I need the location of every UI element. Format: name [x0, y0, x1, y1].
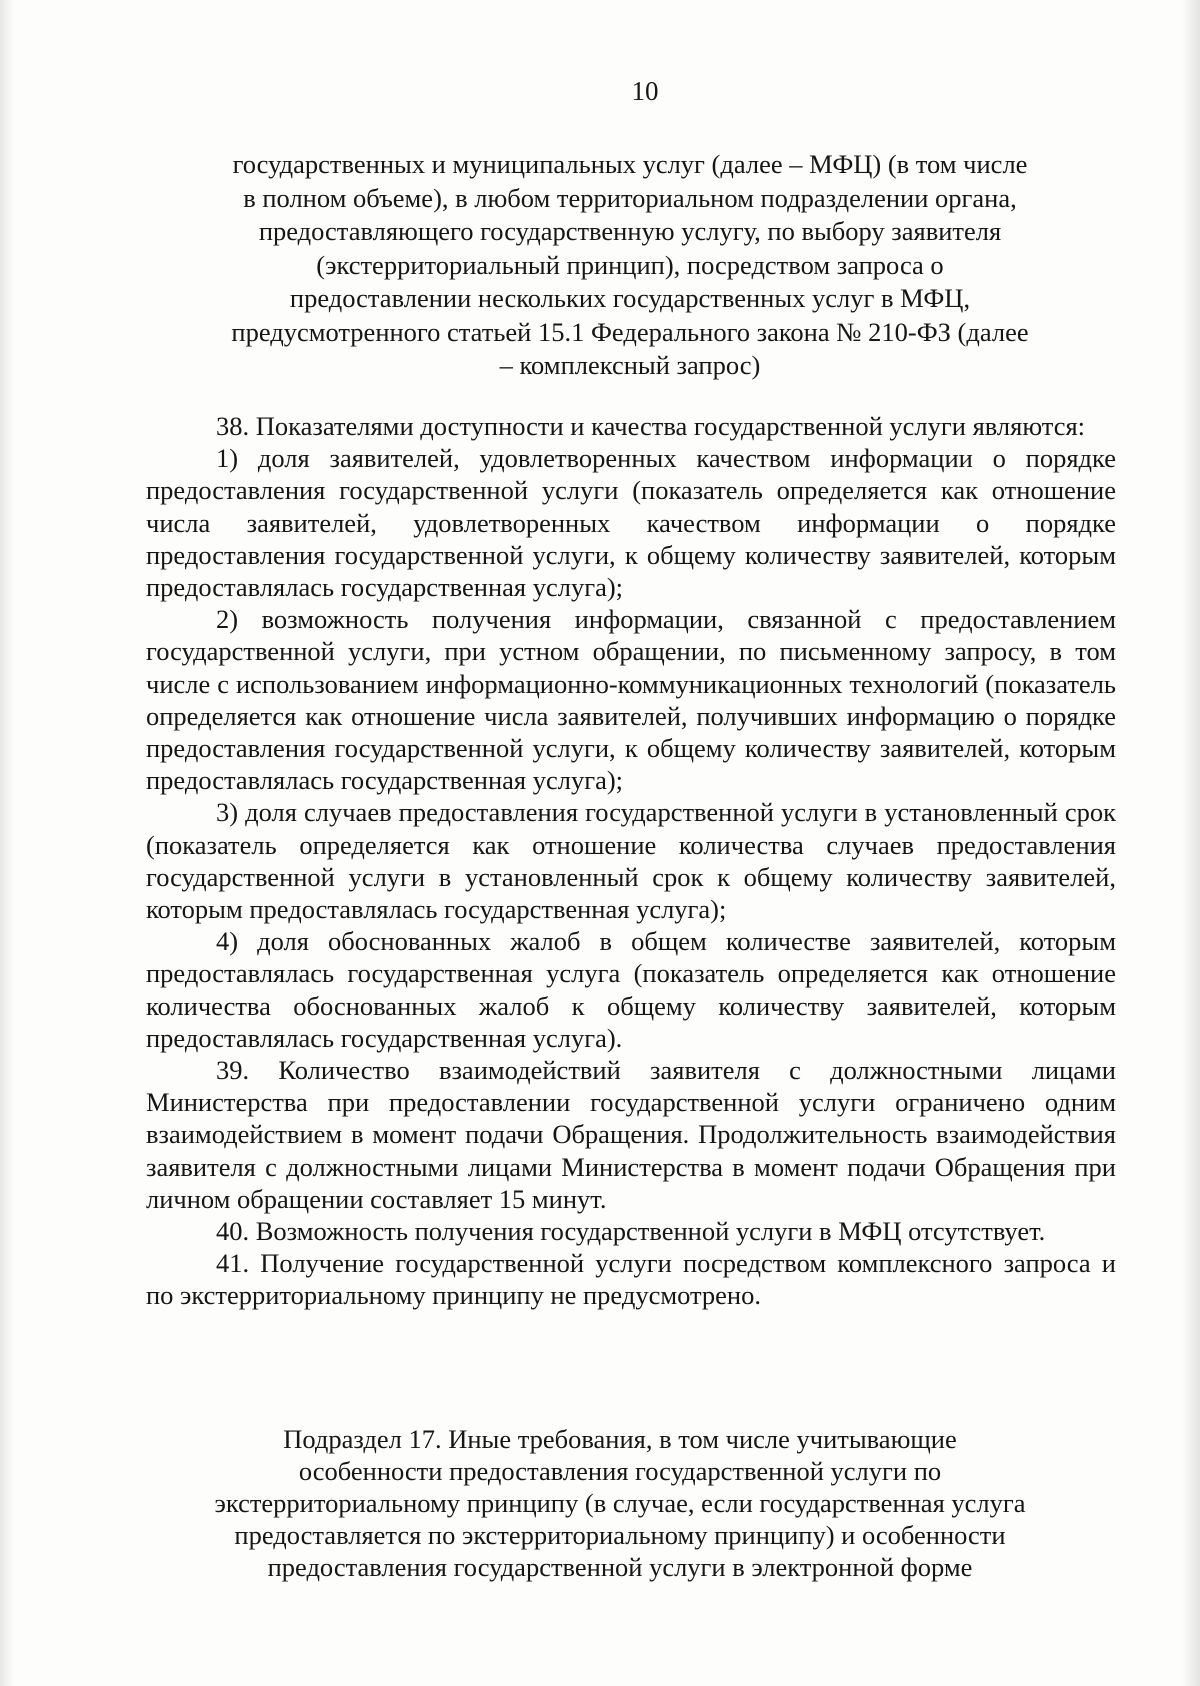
- paragraph-38-item-4: 4) доля обоснованных жалоб в общем количестве заявителей, которым предоставлялась государственная услуга (показатель определяется как отношение количества обоснованных жалоб к общему количеству заявителей, которым предоставлялась государственная услуга).: [146, 926, 1116, 1053]
- paragraph-38-item-2: 2) возможность получения информации, связанной с предоставлением государственной услуги, при устном обращении, по письменному запросу, в том числе с использованием информационно-коммуникационных технологий (показатель определяется как отношение числа заявителей, получивших информацию о порядке предоставления государственной услуги, к общему количеству заявителей, которым предоставлялась государственная услуга);: [146, 604, 1116, 796]
- scan-edge-right: [1182, 0, 1200, 1686]
- paragraph-40: 40. Возможность получения государственной услуги в МФЦ отсутствует.: [216, 1216, 1046, 1247]
- paragraph-38-item-3: 3) доля случаев предоставления государственной услуги в установленный срок (показатель определяется как отношение количества случаев предоставления государственной услуги в установленный срок к общему количеству заявителей, которым предоставлялась государственная услуга);: [146, 797, 1116, 925]
- page-number: 10: [631, 76, 659, 106]
- document-body: [146, 410, 1116, 1312]
- paragraph-38: 38. Показателями доступности и качества государственной услуги являются:: [216, 411, 1086, 441]
- subsection-title: Подраздел 17. Иные требования, в том числе учитывающие особенности предоставления государственной услуги по экстерриториальному принципу (в случае, если государственная услуга предоставляется по экстерриториальному принципу) и особенности предоставления государственной услуги в электронной форме: [214, 1424, 1026, 1582]
- paragraph-38-item-1: 1) доля заявителей, удовлетворенных качеством информации о порядке предоставления государственной услуги (показатель определяется как отношение числа заявителей, удовлетворенных качеством информации о порядке предоставления государственной услуги, к общему количеству заявителей, которым предоставлялась государственная услуга);: [146, 443, 1116, 603]
- header-continuation: государственных и муниципальных услуг (далее – МФЦ) (в том числе в полном объеме), в любом территориальном подразделении органа, предоставляющего государственную услугу, по выбору заявителя (экстерриториальный принцип), посредством запроса о предоставлении нескольких государственных услуг в МФЦ, предусмотренного статьей 15.1 Федерального закона № 210-ФЗ (далее – комплексный запрос): [231, 149, 1029, 380]
- scan-edge-left: [0, 0, 14, 1686]
- paragraph-41: 41. Получение государственной услуги посредством комплексного запроса и по экстерриториальному принципу не предусмотрено.: [146, 1248, 1116, 1311]
- paragraph-39: 39. Количество взаимодействий заявителя с должностными лицами Министерства при предоставлении государственной услуги ограничено одним взаимодействием в момент подачи Обращения. Продолжительность взаимодействия заявителя с должностными лицами Министерства в момент подачи Обращения при личном обращении составляет 15 минут.: [146, 1055, 1116, 1214]
